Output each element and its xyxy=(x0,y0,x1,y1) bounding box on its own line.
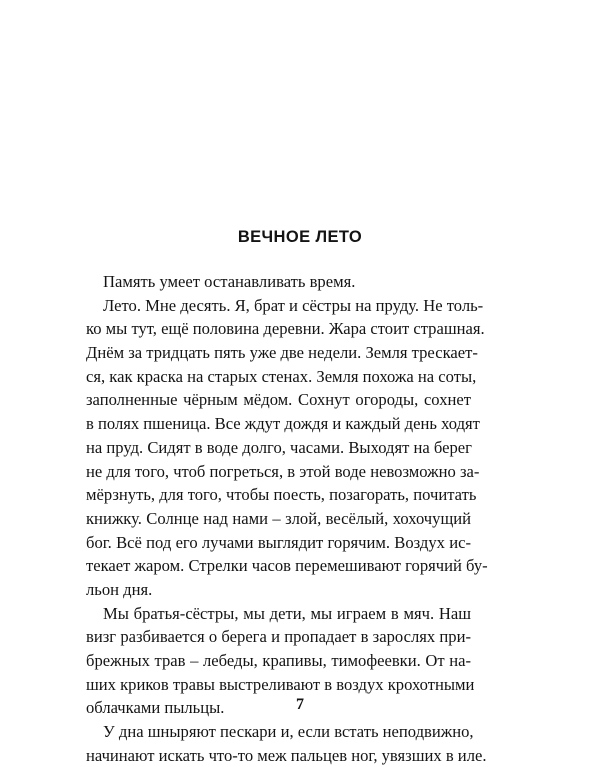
text-line: Память умеет останавливать время. xyxy=(103,272,356,291)
text-line: ся, как краска на старых стенах. Земля похожа на соты, xyxy=(86,366,477,386)
text-line: Мы братья-сёстры, мы дети, мы играем в мяч. Наш xyxy=(103,603,471,623)
paragraph-1 xyxy=(86,270,471,294)
text-line: ших криков травы выстреливают в воздух крохотными xyxy=(86,674,475,694)
text-line: текает жаром. Стрелки часов перемешивают горячий бу- xyxy=(86,556,488,576)
text-line: начинают искать что-то меж пальцев ног, увязших в иле. xyxy=(86,745,487,765)
text-line: заполненные чёрным мёдом. Сохнут огороды, сохнет xyxy=(86,390,471,410)
text-line: не для того, чтоб погреться, в этой воде невозможно за- xyxy=(86,461,480,481)
chapter-body xyxy=(86,270,488,767)
text-line: книжку. Солнце над нами – злой, весёлый, хохочущий xyxy=(86,508,471,528)
text-line: ко мы тут, ещё половина деревни. Жара стоит страшная. xyxy=(86,319,485,339)
text-line: Днём за тридцать пять уже две недели. Земля трескает- xyxy=(86,343,478,363)
page-number: 7 xyxy=(296,696,304,713)
text-line: бог. Всё под его лучами выглядит горячим. Воздух ис- xyxy=(86,532,471,552)
text-line: на пруд. Сидят в воде долго, часами. Выходят на берег xyxy=(86,437,472,457)
chapter-title: ВЕЧНОЕ ЛЕТО xyxy=(237,228,363,246)
text-line: в полях пшеница. Все ждут дождя и каждый день ходят xyxy=(86,414,480,434)
text-line: мёрзнуть, для того, чтобы поесть, позагорать, почитать xyxy=(86,485,477,505)
text-line: визг разбивается о берега и пропадает в зарослях при- xyxy=(86,627,471,647)
text-line: облачками пыльцы. xyxy=(86,698,225,718)
text-line: льон дня. xyxy=(86,579,153,599)
text-line: Лето. Мне десять. Я, брат и сёстры на пруду. Не толь- xyxy=(103,295,484,315)
text-line: брежных трав – лебеды, крапивы, тимофеевки. От на- xyxy=(86,651,471,670)
paragraph-2 xyxy=(86,294,488,602)
text-line: У дна шныряют пескари и, если встать неподвижно, xyxy=(103,722,474,742)
paragraph-4 xyxy=(86,720,487,767)
